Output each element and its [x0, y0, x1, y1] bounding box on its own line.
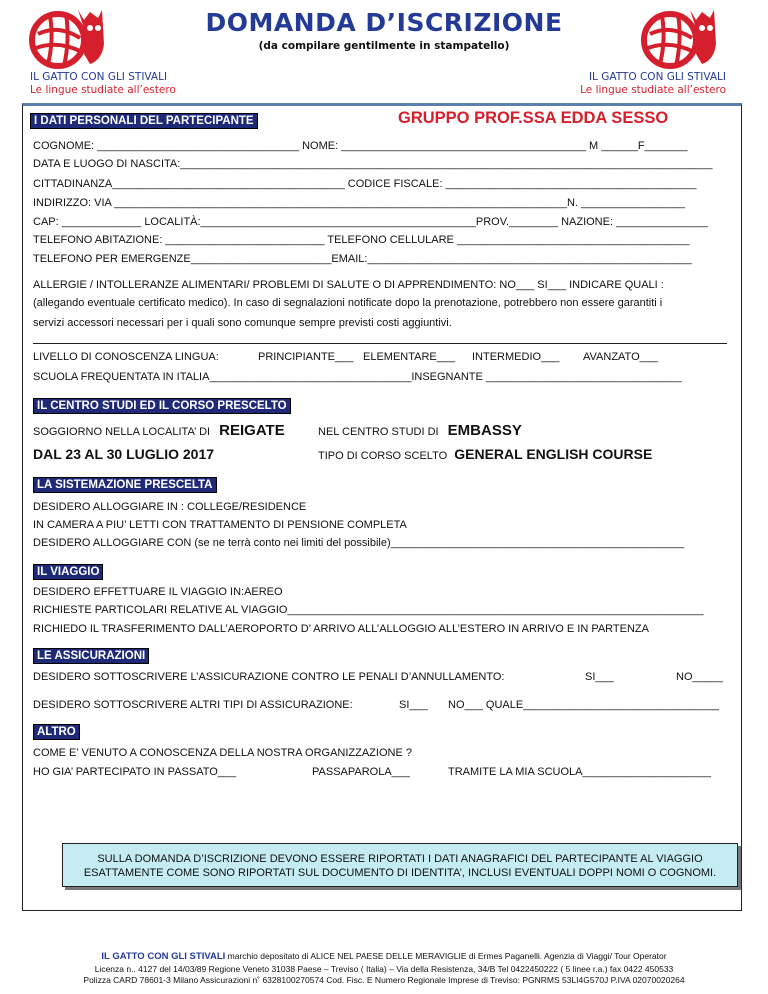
notice-line-1: SULLA DOMANDA D’ISCRIZIONE DEVONO ESSERE RIPORTATI I DATI ANAGRAFICI DEL PARTECIPANTE AL VIAGGIO: [97, 853, 703, 865]
insurance-row-2: DESIDERO SOTTOSCRIVERE ALTRI TIPI DI ASSICURAZIONE:: [33, 699, 353, 711]
course-type-label: TIPO DI CORSO SCELTO: [318, 450, 448, 462]
brand-name: IL GATTO CON GLI STIVALI: [588, 71, 726, 83]
insurance-row-2-yes[interactable]: SI___: [399, 699, 428, 711]
phone-row[interactable]: TELEFONO ABITAZIONE: __________________________ TELEFONO CELLULARE ______________________________________: [33, 234, 690, 246]
course-dates: DAL 23 AL 30 LUGLIO 2017: [33, 446, 215, 462]
stay-label: SOGGIORNO NELLA LOCALITA’ DI: [33, 426, 211, 438]
level-label: LIVELLO DI CONOSCENZA LINGUA:: [33, 351, 219, 363]
course-type-row: [318, 446, 652, 462]
travel-row-2[interactable]: RICHIESTE PARTICOLARI RELATIVE AL VIAGGIO____________________________________________________________________: [33, 604, 704, 616]
other-question: COME E’ VENUTO A CONOSCENZA DELLA NOSTRA ORGANIZZAZIONE ?: [33, 747, 412, 759]
footer-line-1-rest: marchio depositato di ALICE NEL PAESE DELLE MERAVIGLIE di Ermes Paganelli. Agenzia di Viaggi/ Tour Operator: [227, 951, 667, 961]
level-option-elementary[interactable]: ELEMENTARE___: [363, 351, 456, 363]
brand-left: [30, 71, 176, 97]
travel-row-1: DESIDERO EFFETTUARE IL VIAGGIO IN:AEREO: [33, 586, 283, 598]
other-option-word[interactable]: PASSAPAROLA___: [312, 766, 411, 778]
other-option-past[interactable]: HO GIA’ PARTECIPATO IN PASSATO___: [33, 766, 237, 778]
notice-line-2: ESATTAMENTE COME SONO RIPORTATI SUL DOCUMENTO DI IDENTITA’, INCLUSI EVENTUALI DOPPI NOMI O COGNOMI.: [83, 867, 717, 879]
course-type-value: GENERAL ENGLISH COURSE: [454, 446, 653, 462]
section-other-label: ALTRO: [33, 724, 80, 740]
page-subtitle: (da compilare gentilmente in stampatello): [258, 40, 510, 52]
section-accommodation-label: LA SISTEMAZIONE PRESCELTA: [33, 477, 217, 493]
section-personal-label: I DATI PERSONALI DEL PARTECIPANTE: [30, 113, 258, 129]
brand-tagline: Le lingue studiate all’estero: [30, 84, 176, 96]
center-row: [318, 422, 522, 439]
page-title: DOMANDA D’ISCRIZIONE: [205, 8, 563, 37]
allergies-row[interactable]: ALLERGIE / INTOLLERANZE ALIMENTARI/ PROBLEMI DI SALUTE O DI APPRENDIMENTO: NO___ SI___ INDICARE QUALI :: [33, 279, 664, 291]
brand-name: IL GATTO CON GLI STIVALI: [30, 71, 168, 83]
other-option-school[interactable]: TRAMITE LA MIA SCUOLA_____________________: [448, 766, 711, 778]
section-insurance-label: LE ASSICURAZIONI: [33, 648, 149, 664]
accommodation-row-1: DESIDERO ALLOGGIARE IN : COLLEGE/RESIDENCE: [33, 501, 307, 513]
group-title: GRUPPO PROF.SSA EDDA SESSO: [398, 109, 669, 127]
stay-value: REIGATE: [219, 422, 285, 439]
citizenship-row[interactable]: CITTADINANZA______________________________________ CODICE FISCALE: _________________________________________: [33, 178, 697, 190]
level-option-beginner[interactable]: PRINCIPIANTE___: [258, 351, 354, 363]
allergies-note-2: servizi accessori necessari per i quali sono comunque sempre previsti costi aggiuntivi.: [33, 317, 452, 329]
birth-row[interactable]: DATA E LUOGO DI NASCITA:_______________________________________________________________________________________: [33, 158, 713, 170]
insurance-row-1-no[interactable]: NO_____: [676, 671, 724, 683]
emergency-row[interactable]: TELEFONO PER EMERGENZE_______________________EMAIL:_____________________________________________________: [33, 253, 692, 265]
stay-row: [33, 422, 285, 439]
level-option-intermediate[interactable]: INTERMEDIO___: [472, 351, 560, 363]
insurance-row-1-yes[interactable]: SI___: [585, 671, 614, 683]
accommodation-row-2: IN CAMERA A PIU’ LETTI CON TRATTAMENTO DI PENSIONE COMPLETA: [33, 519, 407, 531]
divider: [33, 343, 727, 344]
insurance-row-1: DESIDERO SOTTOSCRIVERE L’ASSICURAZIONE CONTRO LE PENALI D’ANNULLAMENTO:: [33, 671, 505, 683]
footer-line-3: Polizza CARD 78601-3 Milano Assicurazioni n˚ 6328100270574 Cod. Fisc. E Numero Regionale Imprese di Treviso: PGNRMS 53LI4G570J P.IVA 02070020264: [83, 975, 685, 985]
cap-row[interactable]: CAP: _____________ LOCALITÀ:_____________________________________________PROV.________ NAZIONE: _______________: [33, 216, 708, 228]
school-row[interactable]: SCUOLA FREQUENTATA IN ITALIA_________________________________INSEGNANTE ________________________________: [33, 371, 682, 383]
travel-row-3: RICHIEDO IL TRASFERIMENTO DALL’AEROPORTO D’ ARRIVO ALL’ALLOGGIO ALL’ESTERO IN ARRIVO E IN PARTENZA: [33, 623, 649, 635]
center-value: EMBASSY: [447, 422, 522, 439]
center-label: NEL CENTRO STUDI DI: [318, 426, 439, 438]
section-course-label: IL CENTRO STUDI ED IL CORSO PRESCELTO: [33, 398, 291, 414]
insurance-row-2-rest[interactable]: NO___ QUALE________________________________: [448, 699, 719, 711]
footer-line-2: Licenza n.. 4127 del 14/03/89 Regione Veneto 31038 Paese – Treviso ( Italia) – Via della Resistenza, 34/B Tel 0422450222 ( 5 linee r.a.) fax 0422 450533: [94, 964, 674, 974]
allergies-note-1: (allegando eventuale certificato medico). In caso di segnalazioni notificate dopo la prenotazione, potrebbero non essere garantiti i: [33, 297, 663, 309]
accommodation-row-3[interactable]: DESIDERO ALLOGGIARE CON (se ne terrà conto nei limiti del possibile)________________________________________________: [33, 537, 685, 549]
footer-brand: IL GATTO CON GLI STIVALI: [101, 951, 226, 962]
name-row[interactable]: COGNOME: _________________________________ NOME: ________________________________________ M ______F_______: [33, 140, 688, 152]
address-row[interactable]: INDIRIZZO: VIA __________________________________________________________________________N. _________________: [33, 197, 686, 209]
footer-line-1: [0, 951, 768, 962]
level-option-advanced[interactable]: AVANZATO___: [583, 351, 658, 363]
brand-right: [580, 71, 726, 97]
brand-tagline: Le lingue studiate all’estero: [580, 84, 726, 96]
section-travel-label: IL VIAGGIO: [33, 564, 103, 580]
identity-notice: [62, 843, 738, 887]
